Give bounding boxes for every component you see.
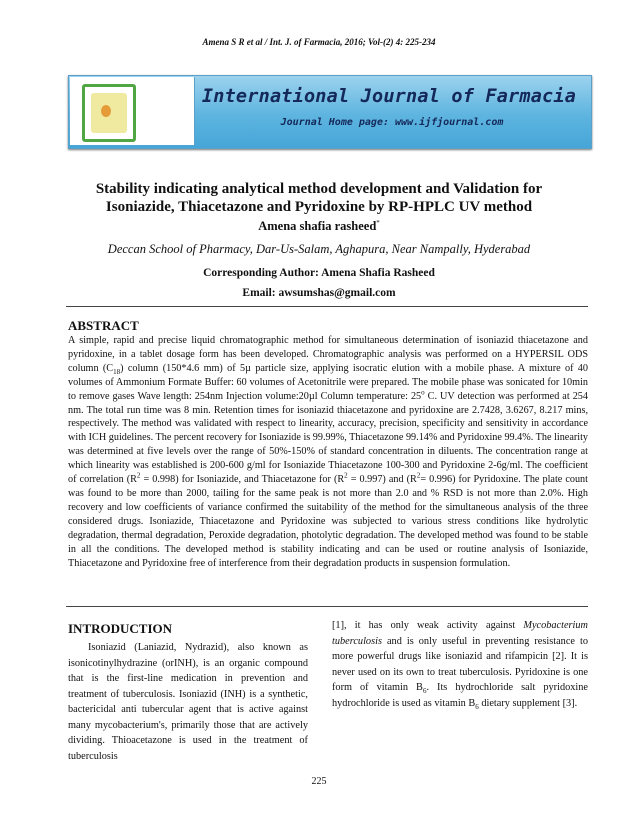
divider-top bbox=[66, 306, 588, 307]
r-squared-1: 2 bbox=[136, 471, 141, 480]
divider-bottom bbox=[66, 606, 588, 607]
paper-title-line-1: Stability indicating analytical method development and Validation for bbox=[95, 181, 543, 197]
author-name: Amena shafia rasheed bbox=[258, 219, 377, 233]
intro-right-text-1: [1], it has only weak activity against bbox=[332, 620, 524, 631]
introduction-right-column bbox=[332, 618, 588, 711]
page-number: 225 bbox=[311, 776, 327, 787]
r-squared-3: 2 bbox=[416, 471, 421, 480]
abstract-text-3: C. UV detection was performed at 254 nm. The total run time was 8 min. Retention times for isoniazid thiacetazone and pyridoxine are 2.7428, 3.6267, 8.217 mins, respectively. The method was validated with respect to linearity, accuracy, precision, specificity and sensitivity in accordance with ICH guidelines. The percent recovery for Isoniazide is 99.99%, Thiacetazone 99.14% and Pyridoxine 99.4%. The linearity was determined at five levels over the range of 50%-150% of standard concentration in diluents. The concentration range at which linearity was established is 200-600 g/ml for Isoniazide Thiacetazone 100-300 and Pyridoxine 2-6g/ml. The coefficient of correlation (R bbox=[68, 390, 588, 486]
paper-title bbox=[60, 180, 578, 216]
b6-subscript-2: 6 bbox=[475, 702, 479, 711]
abstract-paragraph bbox=[68, 334, 588, 570]
logo-inner bbox=[91, 93, 127, 133]
journal-logo bbox=[70, 77, 195, 145]
affiliation: Deccan School of Pharmacy, Dar-Us-Salam, Aghapura, Near Nampally, Hyderabad bbox=[107, 242, 531, 256]
journal-title: International Journal of Farmacia bbox=[201, 86, 577, 107]
intro-right-text-2: and is only useful in preventing resistance to more powerful drugs like isoniazid and rifampicin [2]. It is never used on its own to treat tuberculosis. Pyridoxine is one form of vitamin B bbox=[332, 635, 588, 693]
abstract-body bbox=[68, 334, 588, 570]
introduction-left-column bbox=[68, 640, 308, 764]
author-mark: * bbox=[376, 218, 380, 227]
paper-title-line-2: Isoniazide, Thiacetazone and Pyridoxine by RP-HPLC UV method bbox=[105, 199, 533, 215]
degree-mark: o bbox=[421, 388, 425, 397]
abstract-text-2: ) column (150*4.6 mm) of 5µ particle size, applying isocratic elution with a mobile phase. A mixture of 40 volumes of Ammonium Formate Buffer: 60 volumes of Acetonitrile were prepared. The mobile phase was sonicated for 10min to remove gases Wave length: 254nm Injection volume:20µl Column temperature: 25 bbox=[68, 362, 588, 402]
intro-right-text-4: dietary supplement [3]. bbox=[478, 697, 578, 709]
introduction-heading: INTRODUCTION bbox=[68, 621, 173, 636]
logo-frame bbox=[82, 84, 136, 142]
introduction-paragraph-left: Isoniazid (Laniazid, Nydrazid), also known as isonicotinylhydrazine (orINH), is an organic compound that is the first-line medication in prevention and treatment of tuberculosis. Isoniazid (INH) is a synthetic, bactericidal anti tubercular agent that is active against many mycobacterium's, primarily those that are actively dividing. Thioacetazone is used in the treatment of tuberculosis bbox=[68, 642, 308, 762]
logo-dot bbox=[101, 105, 111, 117]
intro-right-italic: Mycobacterium tuberculosis bbox=[332, 620, 588, 647]
intro-right-text-3: . Its hydrochloride salt pyridoxine hydrochloride is used as vitamin B bbox=[332, 682, 588, 709]
introduction-paragraph-right bbox=[332, 618, 588, 711]
corresponding-author: Corresponding Author: Amena Shafia Rasheed bbox=[203, 267, 435, 279]
abstract-heading: ABSTRACT bbox=[68, 318, 139, 333]
abstract-text-5: = 0.997) and (R bbox=[347, 474, 417, 486]
running-head: Amena S R et al / Int. J. of Farmacia, 2016; Vol-(2) 4: 225-234 bbox=[202, 37, 436, 47]
abstract-text-4: = 0.998) for Isoniazide, and Thiacetazone for (R bbox=[140, 474, 345, 486]
journal-home-page: Journal Home page: www.ijfjournal.com bbox=[280, 117, 504, 128]
email: Email: awsumshas@gmail.com bbox=[242, 287, 396, 299]
abstract-text-1: A simple, rapid and precise liquid chromatographic method for simultaneous determination of isoniazid thiacetazone and pyridoxine, in a tablet dosage form has been developed. Chromatographic analysis was performed on a HYPERSIL ODS column (C bbox=[68, 335, 588, 374]
b6-subscript-1: 6 bbox=[422, 687, 427, 696]
abstract-text-6: = 0.996) for Pyridoxine. The plate count was found to be more than 2000, tailing for the same peak is not more than 2.0 and % RSD is not more than 2.0%. High recovery and low coefficients of variance confirmed the suitability of the method for the simultaneous analysis of the three considered drugs. Isoniazide, Thiacetazone and Pyridoxine was subjected to various stress conditions like hydrolytic degradation, thermal degradation, Peroxide degradation, photolytic degradation. The developed method was found to be stable in all the conditions. The developed method is stability indicating and can be used or routine analysis of Isoniazide, Thiacetazone and Pyridoxine free of interference from their degradation products in suspension formulation. bbox=[68, 474, 588, 569]
r-squared-2: 2 bbox=[344, 471, 348, 480]
author bbox=[0, 219, 638, 234]
column-subscript: 18 bbox=[113, 367, 121, 376]
